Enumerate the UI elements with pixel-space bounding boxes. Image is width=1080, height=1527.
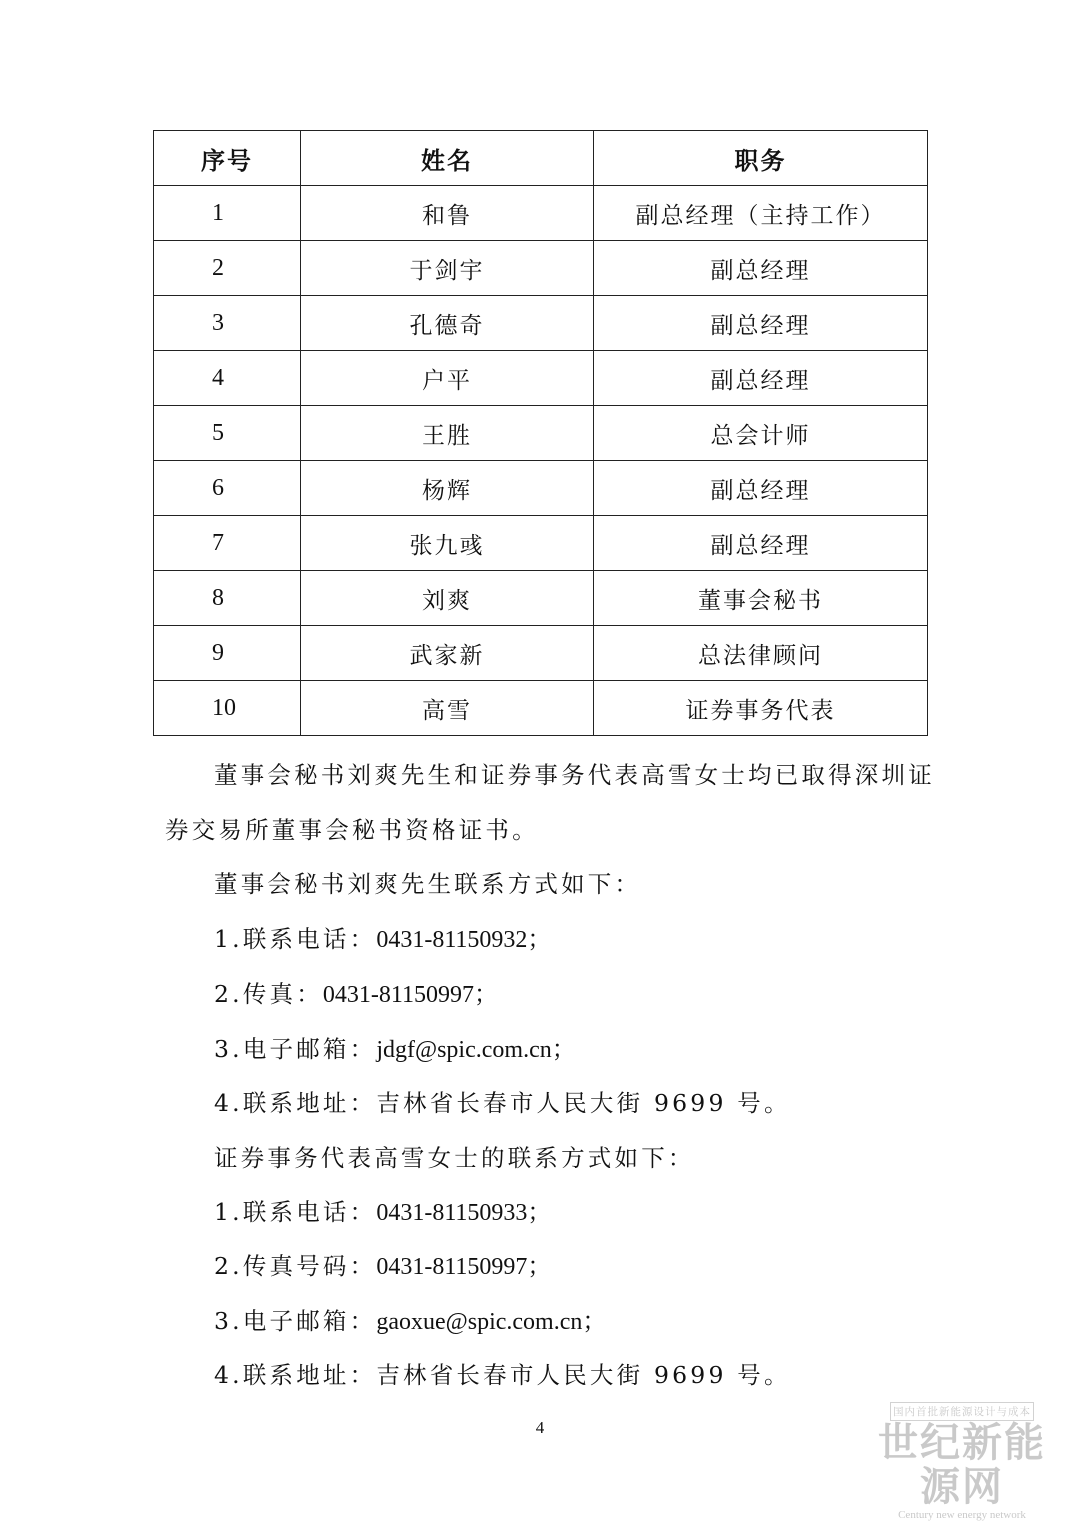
header-title: 职务 — [594, 131, 928, 186]
cell-name: 武家新 — [301, 626, 594, 681]
header-number: 序号 — [154, 131, 301, 186]
cell-title: 副总经理 — [594, 241, 928, 296]
cell-name: 于剑宇 — [301, 241, 594, 296]
cell-title: 副总经理 — [594, 351, 928, 406]
watermark-top-text: 国内首批新能源设计与成本 — [890, 1402, 1034, 1421]
watermark-logo — [862, 1400, 1062, 1521]
cell-title: 副总经理 — [594, 516, 928, 571]
watermark-sub-text: Century new energy network — [898, 1509, 1026, 1521]
cell-number: 6 — [154, 461, 301, 516]
cell-name: 王胜 — [301, 406, 594, 461]
cell-number: 7 — [154, 516, 301, 571]
cell-number: 3 — [154, 296, 301, 351]
rep-heading: 证券事务代表高雪女士的联系方式如下： — [214, 1144, 695, 1172]
cell-title: 总法律顾问 — [594, 626, 928, 681]
cell-name: 张九彧 — [301, 516, 594, 571]
rep-email: 3.电子邮箱：gaoxue@spic.com.cn； — [214, 1307, 607, 1335]
cell-title: 副总经理 — [594, 296, 928, 351]
cell-title: 副总经理（主持工作） — [594, 186, 928, 241]
table-row — [154, 296, 928, 351]
cell-name: 户平 — [301, 351, 594, 406]
secretary-address: 4.联系地址：吉林省长春市人民大街 9699 号。 — [214, 1089, 791, 1117]
cell-number: 5 — [154, 406, 301, 461]
cell-name: 高雪 — [301, 681, 594, 736]
cell-title: 证券事务代表 — [594, 681, 928, 736]
table-row — [154, 241, 928, 296]
page-number: 4 — [535, 1418, 545, 1437]
cell-name: 杨辉 — [301, 461, 594, 516]
table-row — [154, 681, 928, 736]
cell-number: 1 — [154, 186, 301, 241]
rep-fax: 2.传真号码：0431-81150997； — [214, 1252, 552, 1280]
cell-number: 2 — [154, 241, 301, 296]
rep-phone: 1.联系电话：0431-81150933； — [214, 1198, 552, 1226]
cell-title: 总会计师 — [594, 406, 928, 461]
table-row — [154, 571, 928, 626]
table-row — [154, 351, 928, 406]
paragraph-line: 券交易所董事会秘书资格证书。 — [165, 816, 539, 844]
table-row — [154, 186, 928, 241]
cell-title: 董事会秘书 — [594, 571, 928, 626]
cell-number: 9 — [154, 626, 301, 681]
table-row — [154, 516, 928, 571]
table-header-row — [154, 131, 928, 186]
table-row — [154, 626, 928, 681]
cell-title: 副总经理 — [594, 461, 928, 516]
cell-number: 4 — [154, 351, 301, 406]
cell-name: 孔德奇 — [301, 296, 594, 351]
cell-number: 8 — [154, 571, 301, 626]
staff-table — [153, 130, 928, 736]
cell-name: 刘爽 — [301, 571, 594, 626]
rep-address: 4.联系地址：吉林省长春市人民大街 9699 号。 — [214, 1361, 791, 1389]
table-row — [154, 461, 928, 516]
cell-number: 10 — [154, 681, 301, 736]
secretary-heading: 董事会秘书刘爽先生联系方式如下： — [214, 870, 642, 898]
secretary-email: 3.电子邮箱：jdgf@spic.com.cn； — [214, 1035, 576, 1063]
header-name: 姓名 — [301, 131, 594, 186]
secretary-phone: 1.联系电话：0431-81150932； — [214, 925, 552, 953]
table-row — [154, 406, 928, 461]
watermark-main-text: 世纪新能源网 — [878, 1420, 1046, 1510]
secretary-fax: 2.传真：0431-81150997； — [214, 980, 499, 1008]
cell-name: 和鲁 — [301, 186, 594, 241]
paragraph-line: 董事会秘书刘爽先生和证券事务代表高雪女士均已取得深圳证 — [214, 761, 935, 789]
